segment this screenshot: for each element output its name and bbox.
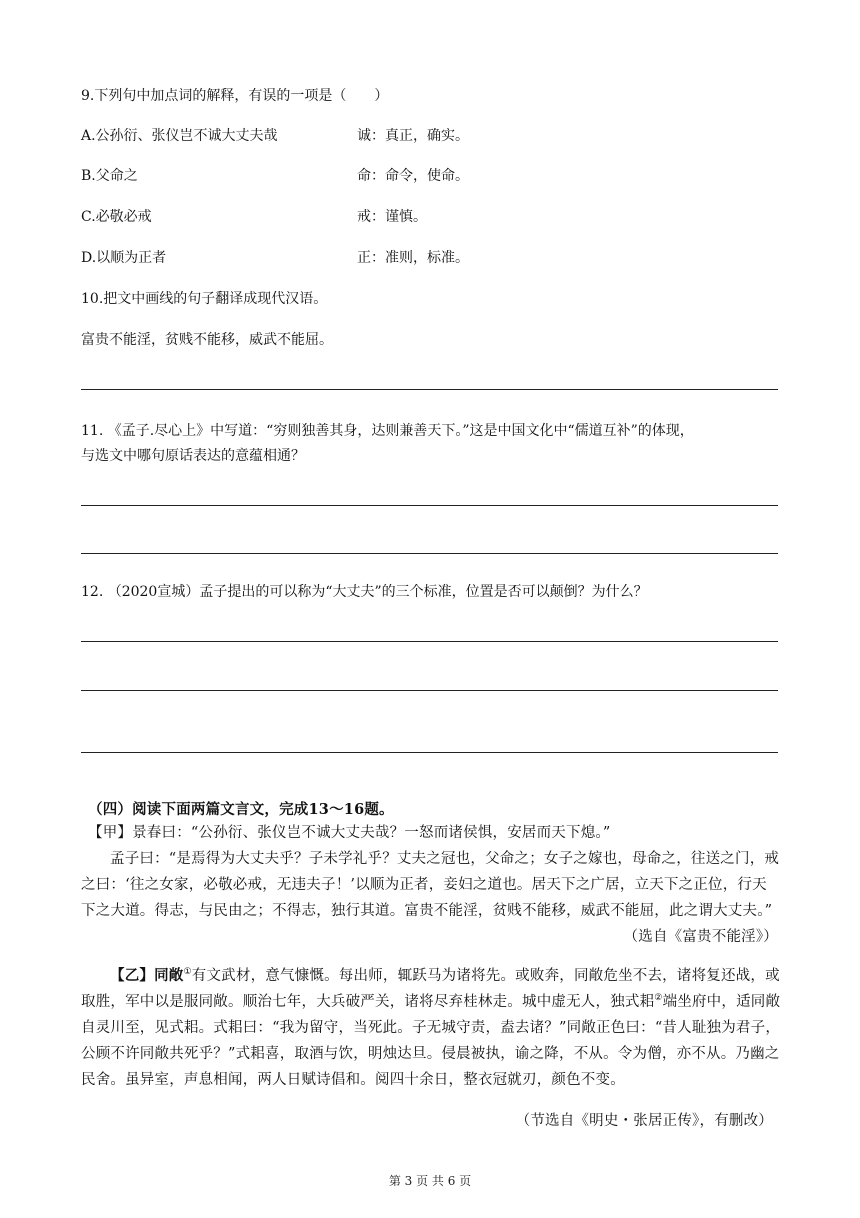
footnote-marker-2: ② <box>654 993 663 1004</box>
q12-answer-line-3[interactable] <box>81 752 778 753</box>
footnote-marker-1: ① <box>183 967 192 978</box>
q9-option-b-gloss: 命：命令，使命。 <box>357 168 469 184</box>
q12-answer-line-2[interactable] <box>81 690 778 691</box>
q9-stem: 9.下列句中加点词的解释，有误的一项是（ ） <box>81 88 389 104</box>
q12-stem: 12. （2020宣城）孟子提出的可以称为“大丈夫”的三个标准，位置是否可以颠倒？为什么？ <box>81 584 648 600</box>
q9-option-d: D.以顺为正者 <box>81 250 167 266</box>
q9-option-d-gloss: 正：准则，标准。 <box>357 250 469 266</box>
q9-option-c: C.必敬必戒 <box>81 209 152 225</box>
passage-jia-source: （选自《富贵不能淫》） <box>623 929 778 945</box>
q9-option-a: A.公孙衍、张仪岂不诚大丈夫哉 <box>81 128 278 144</box>
passage-yi-source: （节选自《明史・张居正传》，有删改） <box>515 1113 773 1129</box>
passage-yi-text-2: 端坐府中，适同敞自灵川至，见式耜。式耜曰：“我为留守，当死此。子无城守责，盍去诸？”同敞正色曰：“昔人耻独为君子，公顾不许同敞共死乎？”式耜喜，取酒与饮，明烛达旦。侵晨被执，谕之降，不从。令为僧，亦不从。乃幽之民舍。虽异室，声息相闻，两人日赋诗倡和。阅四十余日，整衣冠就刃，颜色不变。 <box>81 994 781 1088</box>
passage-jia-p1: 【甲】景春曰：“公孙衍、张仪岂不诚大丈夫哉？一怒而诸侯惧，安居而天下熄。” <box>88 825 611 841</box>
q12-answer-line-1[interactable] <box>81 641 778 642</box>
passage-yi <box>81 963 781 1093</box>
q11-answer-line-2[interactable] <box>81 553 778 554</box>
q10-stem: 10.把文中画线的句子翻译成现代汉语。 <box>81 291 328 307</box>
q11-stem-line2: 与选文中哪句原话表达的意蕴相通？ <box>81 448 305 464</box>
q9-option-c-gloss: 戒：谨慎。 <box>357 209 427 225</box>
q11-answer-line-1[interactable] <box>81 505 778 506</box>
q11-stem-line1: 11. 《孟子.尽心上》中写道：“穷则独善其身，达则兼善天下。”这是中国文化中“儒道互补”的体现， <box>81 423 694 439</box>
passage-yi-label: 【乙】同敞 <box>110 967 184 984</box>
page-footer: 第 3 页 共 6 页 <box>388 1174 472 1188</box>
passage-jia-p2: 孟子曰：“是焉得为大丈夫乎？子未学礼乎？丈夫之冠也，父命之；女子之嫁也，母命之，往送之门，戒之曰：‘往之女家，必敬必戒，无违夫子！’以顺为正者，妾妇之道也。居天下之广居，立天下之正位，行天下之大道。得志，与民由之；不得志，独行其道。富贵不能淫，贫贱不能移，威武不能屈，此之谓大丈夫。” <box>81 851 780 919</box>
q9-option-a-gloss: 诚：真正，确实。 <box>357 128 469 144</box>
section4-heading: （四）阅读下面两篇文言文，完成13～16题。 <box>88 801 394 818</box>
q10-answer-line[interactable] <box>81 389 778 390</box>
q10-sentence: 富贵不能淫，贫贱不能移，威武不能屈。 <box>81 332 333 348</box>
passage-yi-text-1: 有文武材，意气慷慨。每出师，辄跃马为诸将先。或败奔，同敞危坐不去，诸将复还战，或取胜，军中以是服同敞。顺治七年，大兵破严关，诸将尽弃桂林走。城中虚无人，独式耜 <box>81 968 780 1010</box>
q9-option-b: B.父命之 <box>81 168 138 184</box>
